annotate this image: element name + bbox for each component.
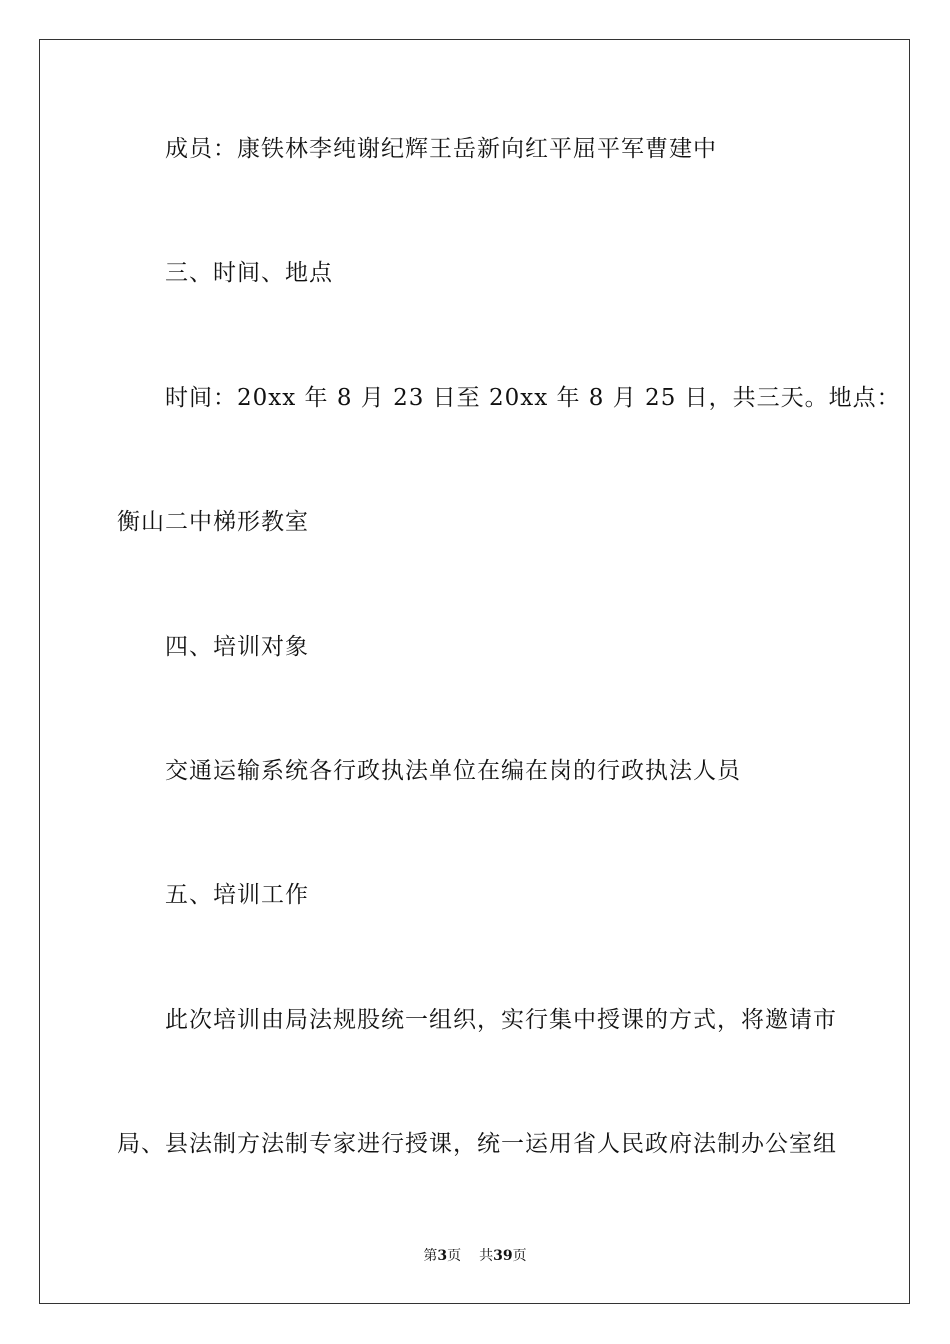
location-line: 衡山二中梯形教室 xyxy=(117,509,309,535)
page-prefix: 第 xyxy=(423,1248,438,1264)
page-suffix: 页 xyxy=(447,1248,462,1264)
total-prefix: 共 xyxy=(479,1248,494,1264)
training-work-line-2: 局、县法制方法制专家进行授课，统一运用省人民政府法制办公室组 xyxy=(117,1131,837,1157)
time-line: 时间：20xx 年 8 月 23 日至 20xx 年 8 月 25 日，共三天。地点： xyxy=(165,385,901,411)
page-footer xyxy=(0,1247,950,1265)
members-line: 成员：康铁林李纯谢纪辉王岳新向红平屈平军曹建中 xyxy=(165,136,717,162)
section-heading-training-target: 四、培训对象 xyxy=(165,634,309,660)
total-pages: 39 xyxy=(493,1248,513,1264)
section-heading-time-location: 三、时间、地点 xyxy=(165,260,333,286)
page-number: 3 xyxy=(437,1248,448,1264)
page-border xyxy=(39,39,910,1304)
section-heading-training-work: 五、培训工作 xyxy=(165,882,309,908)
training-target-line: 交通运输系统各行政执法单位在编在岗的行政执法人员 xyxy=(165,758,741,784)
total-suffix: 页 xyxy=(512,1248,527,1264)
training-work-line-1: 此次培训由局法规股统一组织，实行集中授课的方式，将邀请市 xyxy=(165,1007,837,1033)
